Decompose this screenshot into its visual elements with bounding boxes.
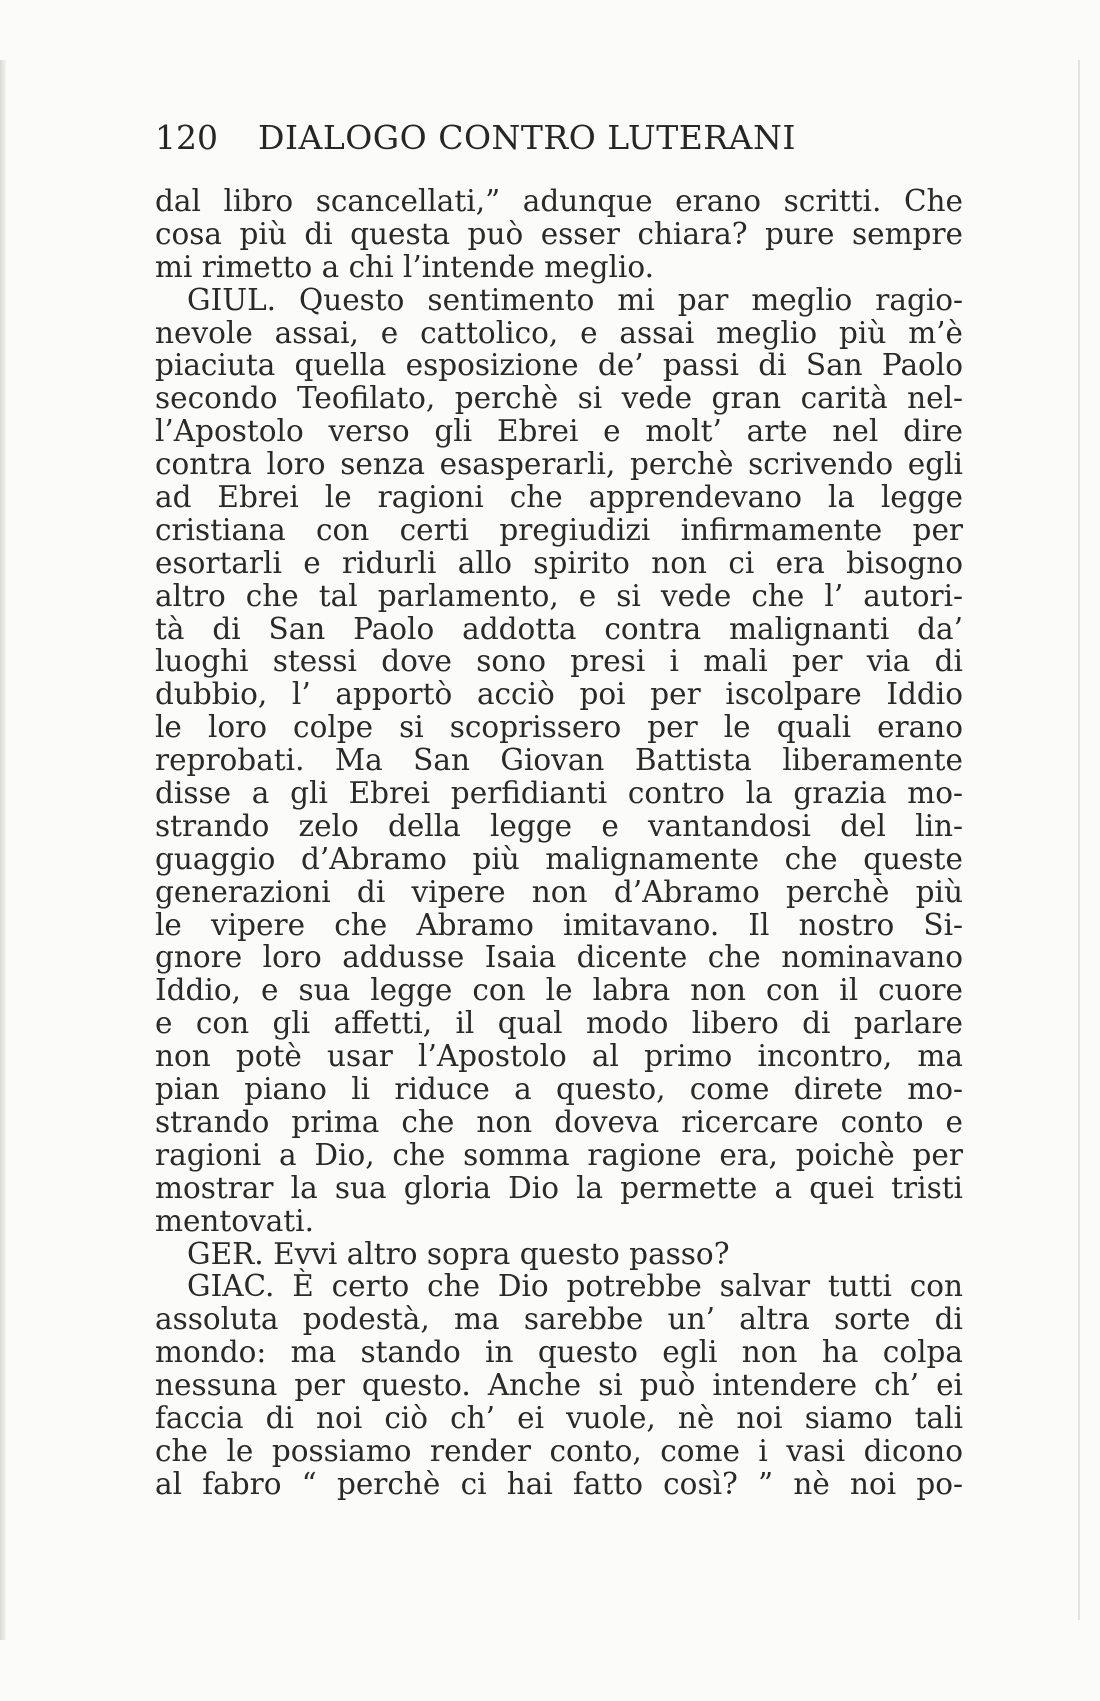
text-line: esortarli e ridurli allo spirito non ci era bisogno (155, 545, 963, 580)
text-line: gnore loro addusse Isaia dicente che nominavano (155, 940, 963, 975)
text-line: reprobati. Ma San Giovan Battista liberamente (155, 743, 963, 778)
text-line: nevole assai, e cattolico, e assai meglio più m’è (155, 315, 963, 350)
text-line: altro che tal parlamento, e si vede che l’ autori- (155, 578, 963, 613)
text-line: contra loro senza esasperarli, perchè scrivendo egli (155, 447, 963, 482)
text-line: GER. Evvi altro sopra questo passo? (187, 1236, 730, 1271)
text-line: mentovati. (155, 1203, 314, 1238)
text-line: mondo: ma stando in questo egli non ha colpa (155, 1335, 963, 1370)
text-line: dal libro scancellati,” adunque erano scritti. Che (155, 184, 963, 218)
running-header (155, 118, 955, 157)
text-line: al fabro “ perchè ci hai fatto così? ” nè noi po- (155, 1466, 963, 1501)
text-line: ragioni a Dio, che somma ragione era, poichè per (155, 1137, 963, 1172)
text-line: strando prima che non doveva ricercare conto e (155, 1104, 963, 1139)
text-line: tà di San Paolo addotta contra malignanti da’ (155, 611, 963, 646)
text-line: assoluta podestà, ma sarebbe un’ altra sorte di (155, 1302, 963, 1337)
text-line: pian piano li riduce a questo, come direte mo- (155, 1072, 963, 1107)
text-line: l’Apostolo verso gli Ebrei e molt’ arte nel dire (155, 414, 963, 449)
text-line: non potè usar l’Apostolo al primo incontro, ma (155, 1039, 963, 1074)
text-line: ad Ebrei le ragioni che apprendevano la legge (155, 480, 963, 515)
text-line: le vipere che Abramo imitavano. Il nostro Si- (155, 907, 963, 942)
text-line: faccia di noi ciò ch’ ei vuole, nè noi siamo tali (155, 1400, 963, 1435)
page-number: 120 (155, 118, 218, 157)
text-line: mostrar la sua gloria Dio la permette a quei tristi (155, 1170, 963, 1205)
text-line: strando zelo della legge e vantandosi del lin- (155, 808, 963, 843)
text-line: guaggio d’Abramo più malignamente che queste (155, 841, 963, 876)
text-line: GIUL. Questo sentimento mi par meglio ragio- (187, 282, 963, 317)
body-text (155, 185, 963, 1501)
text-line: piaciuta quella esposizione de’ passi di San Paolo (155, 348, 963, 383)
text-line: cosa più di questa può esser chiara? pure sempre (155, 216, 963, 251)
text-line: mi rimetto a chi l’intende meglio. (155, 249, 654, 284)
text-line: nessuna per questo. Anche si può intendere ch’ ei (155, 1368, 963, 1403)
text-line: disse a gli Ebrei perfidianti contro la grazia mo- (155, 776, 963, 811)
text-line: Iddio, e sua legge con le labra non con il cuore (155, 973, 963, 1008)
text-line: generazioni di vipere non d’Abramo perchè più (155, 874, 963, 909)
text-line: GIAC. È certo che Dio potrebbe salvar tutti con (187, 1269, 963, 1304)
text-line: e con gli affetti, il qual modo libero di parlare (155, 1006, 963, 1041)
text-line: secondo Teofilato, perchè si vede gran carità nel- (155, 381, 963, 416)
text-line: le loro colpe si scoprissero per le quali erano (155, 710, 963, 745)
text-line: luoghi stessi dove sono presi i mali per via di (155, 644, 963, 679)
scan-shadow-left (0, 60, 6, 1640)
scan-shadow-right (1078, 60, 1080, 1620)
text-line: che le possiamo render conto, come i vasi dicono (155, 1433, 963, 1468)
text-line: cristiana con certi pregiudizi infirmamente per (155, 512, 963, 547)
text-line: dubbio, l’ apportò acciò poi per iscolpare Iddio (155, 677, 963, 712)
running-title: DIALOGO CONTRO LUTERANI (258, 118, 796, 157)
